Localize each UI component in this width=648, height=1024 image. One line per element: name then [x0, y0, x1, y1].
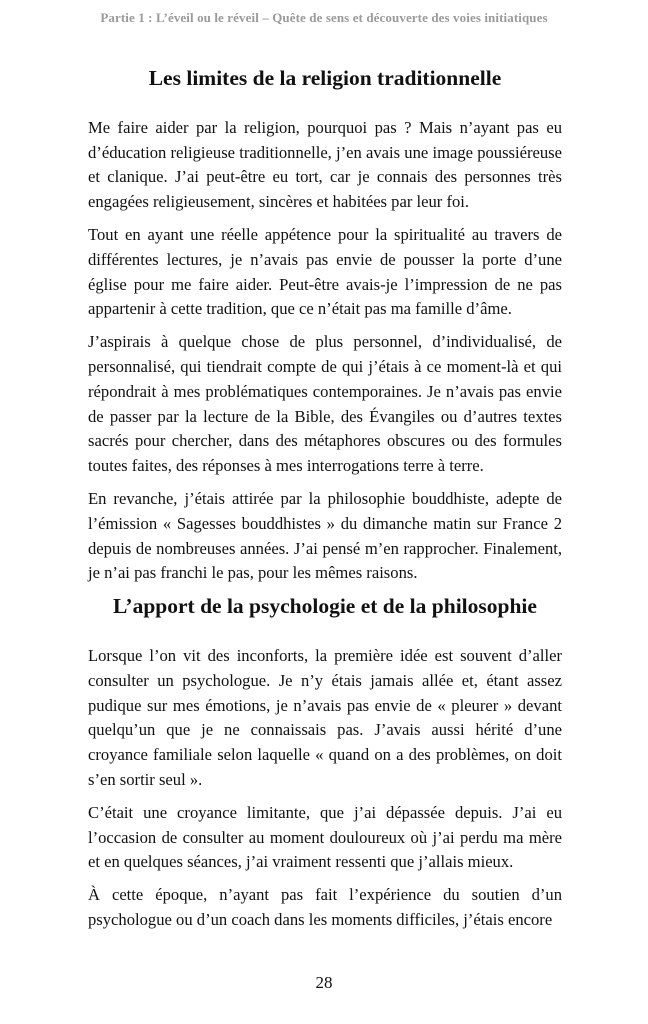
paragraph: Lorsque l’on vit des inconforts, la première idée est souvent d’aller consulter un psychologue. Je n’y étais jamais allée et, étant assez pudique sur mes émotions, je n’avais pas envie de « pleurer » devant quelqu’un que je ne connaissais pas. J’avais aussi hérité d’une croyance familiale selon laquelle « quand on a des problèmes, on doit s’en sortir seul ».	[88, 645, 562, 789]
paragraph: Me faire aider par la religion, pourquoi pas ? Mais n’ayant pas eu d’éducation religieuse traditionnelle, j’en avais une image poussiéreuse et clanique. J’ai peut-être eu tort, car je connais des personnes très engagées religieusement, sincères et habitées par leur foi.	[88, 117, 562, 212]
section-title-religion: Les limites de la religion traditionnelle	[148, 66, 502, 90]
paragraph: C’était une croyance limitante, que j’ai dépassée depuis. J’ai eu l’occasion de consulter au moment douloureux où j’ai perdu ma mère et en quelques séances, j’ai vraiment ressenti que j’allais mieux.	[88, 802, 562, 872]
page-content	[88, 66, 562, 941]
paragraph: Tout en ayant une réelle appétence pour la spiritualité au travers de différentes lectures, je n’avais pas envie de pousser la porte d’une église pour me faire aider. Peut-être avais-je l’impression de ne pas appartenir à cette tradition, que ce n’était pas ma famille d’âme.	[88, 224, 562, 319]
paragraph: En revanche, j’étais attirée par la philosophie bouddhiste, adepte de l’émission « Sagesses bouddhistes » du dimanche matin sur France 2 depuis de nombreuses années. J’ai pensé m’en rapprocher. Finalement, je n’ai pas franchi le pas, pour les mêmes raisons.	[88, 488, 562, 583]
running-header: Partie 1 : L’éveil ou le réveil – Quête de sens et découverte des voies initiatiques	[100, 10, 548, 25]
page-number: 28	[315, 973, 333, 992]
paragraph: J’aspirais à quelque chose de plus personnel, d’individualisé, de personnalisé, qui tiendrait compte de qui j’étais à ce moment-là et qui répondrait à mes problématiques contemporaines. Je n’avais pas envie de passer par la lecture de la Bible, des Évangiles ou d’autres textes sacrés pour chercher, dans des métaphores obscures ou des formules toutes faites, des réponses à mes interrogations terre à terre.	[88, 332, 562, 476]
paragraph: À cette époque, n’ayant pas fait l’expérience du soutien d’un psychologue ou d’un coach dans les moments difficiles, j’étais encore	[88, 885, 562, 929]
section-title-psychology: L’apport de la psychologie et de la philosophie	[113, 594, 537, 619]
